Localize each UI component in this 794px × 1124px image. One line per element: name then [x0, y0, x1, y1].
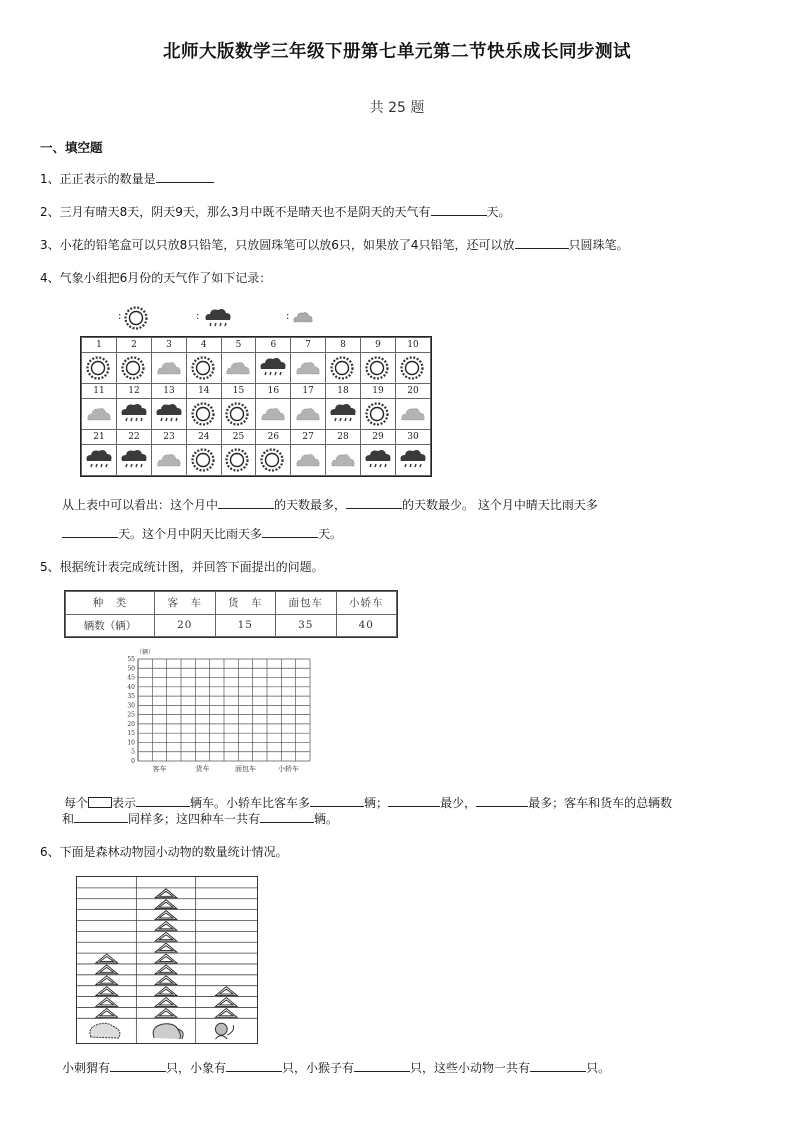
triangle-icon — [155, 976, 177, 985]
answer-text: 辆。 — [314, 812, 339, 826]
weather-cell — [291, 353, 326, 384]
sun-icon — [121, 356, 147, 380]
day-number: 25 — [221, 430, 256, 445]
weather-cell — [221, 353, 256, 384]
triangle-icon — [155, 921, 177, 930]
answer-blank[interactable] — [354, 1059, 410, 1072]
day-number: 6 — [256, 338, 291, 353]
y-tick-label: 0 — [131, 758, 135, 765]
weather-cell — [395, 353, 430, 384]
answer-text: 小刺猬有 — [62, 1061, 111, 1075]
cloud-icon — [86, 402, 112, 426]
day-number: 9 — [360, 338, 395, 353]
day-number: 28 — [326, 430, 361, 445]
day-number: 7 — [291, 338, 326, 353]
vehicle-table-value-row — [66, 614, 397, 637]
answer-text: 每个 — [64, 796, 89, 810]
answer-text: 天。这个月中阴天比雨天多 — [118, 527, 263, 541]
weather-cell — [360, 399, 395, 430]
day-number: 24 — [186, 430, 221, 445]
table-header-cell: 面包车 — [276, 592, 337, 615]
triangle-icon — [155, 932, 177, 941]
y-tick-label: 50 — [127, 665, 135, 673]
answer-blank[interactable] — [431, 203, 487, 216]
answer-blank[interactable] — [310, 794, 364, 807]
triangle-icon — [96, 998, 118, 1007]
weather-cell — [256, 399, 291, 430]
y-tick-label: 40 — [127, 683, 135, 691]
weather-cell — [82, 353, 117, 384]
cloud-icon — [156, 356, 182, 380]
weather-cell — [326, 399, 361, 430]
weather-cell — [82, 399, 117, 430]
day-number: 26 — [256, 430, 291, 445]
answer-blank[interactable] — [156, 170, 214, 183]
triangle-icon — [155, 998, 177, 1007]
day-number: 27 — [291, 430, 326, 445]
weather-cell — [116, 399, 151, 430]
cloud-icon — [295, 356, 321, 380]
table-cell: 15 — [215, 614, 276, 637]
y-axis-label: （辆） — [136, 649, 155, 656]
weather-cell — [82, 445, 117, 476]
answer-blank[interactable] — [388, 794, 440, 807]
answer-text: 和 — [62, 812, 75, 826]
weather-cell — [186, 445, 221, 476]
table-cell: 20 — [155, 614, 216, 637]
answer-blank[interactable] — [218, 496, 274, 509]
answer-blank[interactable] — [226, 1059, 282, 1072]
question-2-suffix: 天。 — [486, 205, 511, 219]
day-number: 19 — [360, 384, 395, 399]
weather-cell — [291, 445, 326, 476]
grid-square-icon — [88, 797, 112, 808]
sun-icon — [225, 448, 251, 472]
weather-cell — [395, 445, 430, 476]
day-number: 12 — [116, 384, 151, 399]
day-number: 29 — [360, 430, 395, 445]
weather-day-row — [82, 430, 431, 445]
day-number: 11 — [82, 384, 117, 399]
rain-icon — [259, 356, 287, 380]
rain-icon — [329, 402, 357, 426]
table-row-label: 辆数（辆） — [66, 614, 155, 637]
rain-icon — [85, 448, 113, 472]
x-category-label: 小轿车 — [278, 765, 299, 773]
hedgehog-icon — [90, 1023, 120, 1038]
table-header-cell: 客 车 — [155, 592, 216, 615]
weather-table — [80, 336, 432, 477]
answer-blank[interactable] — [110, 1059, 166, 1072]
answer-text: 只，小猴子有 — [282, 1061, 355, 1075]
cloud-icon — [330, 448, 356, 472]
x-category-label: 货车 — [195, 765, 210, 773]
question-4-intro: 4、气象小组把6月份的天气作了如下记录： — [40, 271, 272, 285]
day-number: 30 — [395, 430, 430, 445]
sun-icon — [330, 356, 356, 380]
day-number: 22 — [116, 430, 151, 445]
weather-icon-row — [82, 399, 431, 430]
sun-icon — [260, 448, 286, 472]
y-tick-label: 20 — [127, 720, 135, 728]
monkey-icon — [215, 1023, 227, 1035]
answer-blank[interactable] — [530, 1059, 586, 1072]
answer-text: 的天数最少。 这个月中晴天比雨天多 — [402, 498, 598, 512]
weather-icon-row — [82, 445, 431, 476]
sun-icon — [365, 402, 391, 426]
question-3 — [40, 236, 629, 253]
weather-cell — [395, 399, 430, 430]
cloud-icon — [260, 402, 286, 426]
day-number: 18 — [326, 384, 361, 399]
bar-chart-grid[interactable] — [112, 645, 322, 780]
sun-icon — [86, 356, 112, 380]
day-number: 21 — [82, 430, 117, 445]
weather-cell — [256, 445, 291, 476]
question-1-text: 1、正正表示的数量是 — [40, 172, 156, 186]
y-tick-label: 55 — [127, 656, 135, 663]
triangle-icon — [96, 987, 118, 996]
triangle-icon — [96, 965, 118, 974]
rain-icon — [399, 448, 427, 472]
day-number: 20 — [395, 384, 430, 399]
weather-cell — [116, 353, 151, 384]
answer-blank[interactable] — [262, 525, 318, 538]
sun-icon — [191, 356, 217, 380]
cloud-icon — [400, 402, 426, 426]
answer-blank[interactable] — [346, 496, 402, 509]
legend-colon: : — [196, 311, 200, 322]
cloud-icon — [295, 402, 321, 426]
elephant-icon — [153, 1024, 183, 1039]
question-5-answer-line-1 — [64, 794, 672, 811]
question-3-suffix: 只圆珠笔。 — [568, 238, 629, 252]
weather-cell — [326, 445, 361, 476]
question-2 — [40, 203, 511, 220]
sun-icon — [191, 448, 217, 472]
y-tick-label: 35 — [127, 693, 135, 701]
rain-icon — [364, 448, 392, 472]
weather-cell — [291, 399, 326, 430]
sun-icon — [400, 356, 426, 380]
triangle-icon — [155, 911, 177, 920]
rain-icon — [202, 306, 234, 330]
question-6-intro: 6、下面是森林动物园小动物的数量统计情况。 — [40, 845, 288, 859]
weather-cell — [360, 353, 395, 384]
weather-cell — [151, 399, 186, 430]
question-3-text: 3、小花的铅笔盒可以只放8只铅笔，只放圆珠笔可以放6只，如果放了4只铅笔，还可以放 — [40, 238, 515, 252]
answer-text: 辆车。小轿车比客车多 — [190, 796, 311, 810]
cloud-icon — [295, 448, 321, 472]
y-tick-label: 30 — [127, 702, 135, 710]
answer-text: 只，小象有 — [166, 1061, 227, 1075]
x-category-label: 面包车 — [235, 765, 256, 773]
day-number: 10 — [395, 338, 430, 353]
rain-icon — [120, 402, 148, 426]
answer-text: 辆； — [364, 796, 389, 810]
weather-day-row — [82, 384, 431, 399]
legend-colon: : — [118, 311, 122, 322]
weather-cell — [151, 445, 186, 476]
triangle-icon — [96, 954, 118, 963]
cloud-icon — [156, 448, 182, 472]
table-header-cell: 货 车 — [215, 592, 276, 615]
triangle-icon — [155, 900, 177, 909]
answer-blank[interactable] — [515, 236, 569, 249]
day-number: 14 — [186, 384, 221, 399]
section-heading: 一、填空题 — [40, 140, 103, 155]
animal-pictograph — [76, 876, 258, 1044]
question-2-text: 2、三月有晴天8天，阴天9天，那么3月中既不是晴天也不是阴天的天气有 — [40, 205, 431, 219]
answer-text: 最多；客车和货车的总辆数 — [528, 796, 673, 810]
y-tick-label: 15 — [127, 730, 135, 738]
triangle-icon — [155, 889, 177, 898]
y-tick-label: 45 — [127, 674, 135, 682]
rain-icon — [120, 448, 148, 472]
answer-blank[interactable] — [260, 810, 314, 823]
day-number: 4 — [186, 338, 221, 353]
y-tick-label: 10 — [127, 739, 135, 747]
weather-cell — [186, 353, 221, 384]
table-cell: 35 — [276, 614, 337, 637]
day-number: 2 — [116, 338, 151, 353]
day-number: 16 — [256, 384, 291, 399]
cloud-icon — [292, 308, 314, 324]
triangle-icon — [215, 1008, 237, 1017]
answer-blank[interactable] — [62, 525, 118, 538]
sun-icon — [225, 402, 251, 426]
weather-cell — [221, 445, 256, 476]
sun-icon — [124, 306, 148, 330]
question-4-answer-line-2 — [62, 525, 342, 542]
weather-cell — [116, 445, 151, 476]
question-count: 共 25 题 — [369, 100, 425, 116]
weather-day-row — [82, 338, 431, 353]
triangle-icon — [155, 987, 177, 996]
x-category-label: 客车 — [152, 765, 167, 773]
document-title: 北师大版数学三年级下册第七单元第二节快乐成长同步测试 — [163, 42, 631, 62]
question-5-answer-line-2 — [62, 810, 338, 827]
day-number: 13 — [151, 384, 186, 399]
weather-cell — [186, 399, 221, 430]
table-cell: 40 — [336, 614, 397, 637]
day-number: 3 — [151, 338, 186, 353]
triangle-icon — [215, 987, 237, 996]
answer-blank[interactable] — [136, 794, 190, 807]
question-6-answer-line — [62, 1059, 610, 1076]
answer-text: 最少， — [440, 796, 477, 810]
weather-cell — [256, 353, 291, 384]
day-number: 1 — [82, 338, 117, 353]
triangle-icon — [96, 1008, 118, 1017]
day-number: 23 — [151, 430, 186, 445]
question-4-answer-line-1 — [62, 496, 598, 513]
triangle-icon — [96, 976, 118, 985]
day-number: 8 — [326, 338, 361, 353]
sun-icon — [191, 402, 217, 426]
vehicle-table-header-row — [66, 592, 397, 615]
answer-text: 表示 — [112, 796, 137, 810]
weather-icon-row — [82, 353, 431, 384]
day-number: 15 — [221, 384, 256, 399]
answer-text: 天。 — [318, 527, 343, 541]
y-tick-label: 5 — [131, 748, 135, 756]
table-header-cell: 种 类 — [66, 592, 155, 615]
triangle-icon — [155, 965, 177, 974]
weather-cell — [360, 445, 395, 476]
cloud-icon — [225, 356, 251, 380]
sun-icon — [365, 356, 391, 380]
triangle-icon — [155, 954, 177, 963]
weather-cell — [326, 353, 361, 384]
answer-blank[interactable] — [74, 810, 128, 823]
rain-icon — [155, 402, 183, 426]
weather-cell — [151, 353, 186, 384]
answer-text: 的天数最多， — [274, 498, 347, 512]
day-number: 17 — [291, 384, 326, 399]
answer-text: 只。 — [586, 1061, 611, 1075]
question-1 — [40, 170, 214, 187]
triangle-icon — [155, 943, 177, 952]
answer-text: 从上表中可以看出：这个月中 — [62, 498, 219, 512]
y-tick-label: 25 — [127, 711, 135, 719]
table-header-cell: 小轿车 — [336, 592, 397, 615]
vehicle-table — [64, 590, 398, 638]
weather-legend — [118, 306, 318, 332]
answer-blank[interactable] — [476, 794, 528, 807]
legend-colon: : — [286, 311, 290, 322]
triangle-icon — [155, 1008, 177, 1017]
answer-text: 只，这些小动物一共有 — [410, 1061, 531, 1075]
day-number: 5 — [221, 338, 256, 353]
answer-text: 同样多；这四种车一共有 — [128, 812, 261, 826]
triangle-icon — [215, 998, 237, 1007]
weather-cell — [221, 399, 256, 430]
question-5-intro: 5、根据统计表完成统计图，并回答下面提出的问题。 — [40, 560, 324, 574]
